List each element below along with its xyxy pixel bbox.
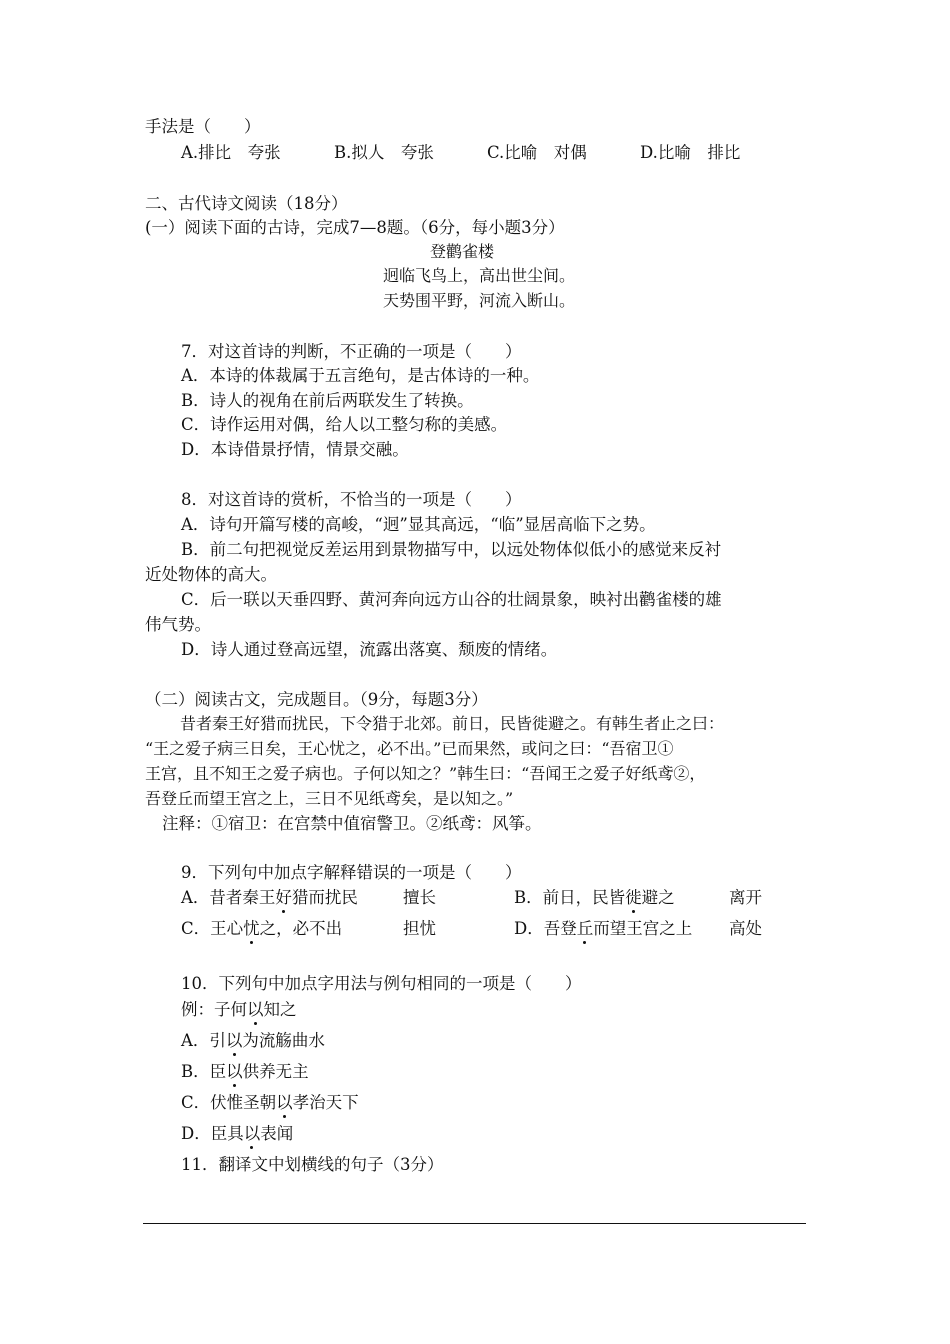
poem-line-2: 天势围平野，河流入断山。: [383, 291, 576, 310]
emphasis-dot-char: 忧: [243, 919, 260, 938]
emphasis-dot-char: 丘: [576, 919, 594, 938]
option-b: B.拟人 夸张: [334, 143, 434, 162]
part1-intro: (一）阅读下面的古诗，完成7—8题。（6分，每小题3分）: [145, 218, 565, 237]
emphasis-dot-char: 以: [243, 1124, 261, 1143]
passage-line-4: 吾登丘而望王宫之上，三日不见纸鸢矣，是以知之。”: [145, 789, 514, 808]
q9-option-a-gloss: 擅长: [403, 888, 436, 907]
q9-option-c-gloss: 担忧: [403, 919, 436, 938]
option-a: A.排比 夸张: [181, 143, 281, 162]
q10-option-a: A．引以为流觞曲水: [181, 1031, 325, 1050]
emphasis-dot-char: 好: [275, 888, 292, 907]
option-d: D.比喻 排比: [640, 143, 741, 162]
q10-option-b: B．臣以供养无主: [181, 1062, 309, 1081]
q10-option-c: C．伏惟圣朝以孝治天下: [181, 1093, 359, 1112]
q7-option-b: B．诗人的视角在前后两联发生了转换。: [181, 391, 474, 410]
q8-option-d: D．诗人通过登高远望，流露出落寞、颓废的情绪。: [181, 640, 558, 659]
q7-option-c: C．诗作运用对偶，给人以工整匀称的美感。: [181, 415, 508, 434]
option-c: C.比喻 对偶: [487, 143, 587, 162]
q10-example: 例：子何以知之: [181, 1000, 297, 1019]
part2-intro: （二）阅读古文，完成题目。（9分，每题3分）: [145, 690, 488, 709]
q9-option-a: A．昔者秦王好猎而扰民: [181, 888, 358, 907]
emphasis-dot-char: 以: [225, 1031, 243, 1050]
emphasis-dot-char: 以: [247, 1000, 264, 1019]
question-stem-tail: 手法是（ ）: [145, 117, 261, 136]
footer-divider: [143, 1223, 806, 1224]
q9-option-b: B．前日，民皆徙避之: [514, 888, 675, 907]
q7-stem: 7．对这首诗的判断，不正确的一项是（ ）: [181, 342, 522, 361]
q9-option-d-gloss: 高处: [729, 919, 762, 938]
q8-option-c-line2: 伟气势。: [145, 615, 211, 634]
q10-stem: 10．下列句中加点字用法与例句相同的一项是（ ）: [181, 974, 582, 993]
q9-option-d: D．吾登丘而望王宫之上: [514, 919, 693, 938]
passage-line-1: 昔者秦王好猎而扰民，下令猎于北郊。前日，民皆徙避之。有韩生者止之曰：: [180, 714, 725, 733]
passage-line-2: “王之爱子病三日矣，王心忧之，必不出。”已而果然，或问之曰：“吾宿卫①: [145, 739, 674, 758]
passage-note: 注释：①宿卫：在宫禁中值宿警卫。②纸鸢：风筝。: [162, 814, 542, 833]
passage-line-3: 王宫，且不知王之爱子病也。子何以知之？”韩生曰：“吾闻王之爱子好纸鸢②，: [145, 764, 706, 783]
emphasis-dot-char: 徙: [625, 888, 642, 907]
emphasis-dot-char: 以: [276, 1093, 293, 1112]
emphasis-dot-char: 以: [226, 1062, 243, 1081]
q8-option-b-line2: 近处物体的高大。: [145, 565, 277, 584]
q8-option-a: A．诗句开篇写楼的高峻，“迥”显其高远，“临”显居高临下之势。: [181, 515, 656, 534]
section-title: 二、古代诗文阅读（18分）: [145, 194, 348, 213]
q7-option-a: A．本诗的体裁属于五言绝句，是古体诗的一种。: [181, 366, 540, 385]
q9-option-b-gloss: 离开: [729, 888, 762, 907]
q10-option-d: D．臣具以表闻: [181, 1124, 294, 1143]
q8-option-b-line1: B．前二句把视觉反差运用到景物描写中，以远处物体似低小的感觉来反衬: [181, 540, 722, 559]
poem-line-1: 迥临飞鸟上，高出世尘间。: [383, 266, 576, 285]
q11-stem: 11．翻译文中划横线的句子（3分）: [181, 1155, 444, 1174]
q9-option-c: C．王心忧之，必不出: [181, 919, 343, 938]
q7-option-d: D．本诗借景抒情，情景交融。: [181, 440, 409, 459]
q8-option-c-line1: C．后一联以天垂四野、黄河奔向远方山谷的壮阔景象，映衬出鹳雀楼的雄: [181, 590, 722, 609]
q8-stem: 8．对这首诗的赏析，不恰当的一项是（ ）: [181, 490, 522, 509]
q9-stem: 9．下列句中加点字解释错误的一项是（ ）: [181, 863, 522, 882]
poem-title: 登鹳雀楼: [430, 242, 495, 261]
